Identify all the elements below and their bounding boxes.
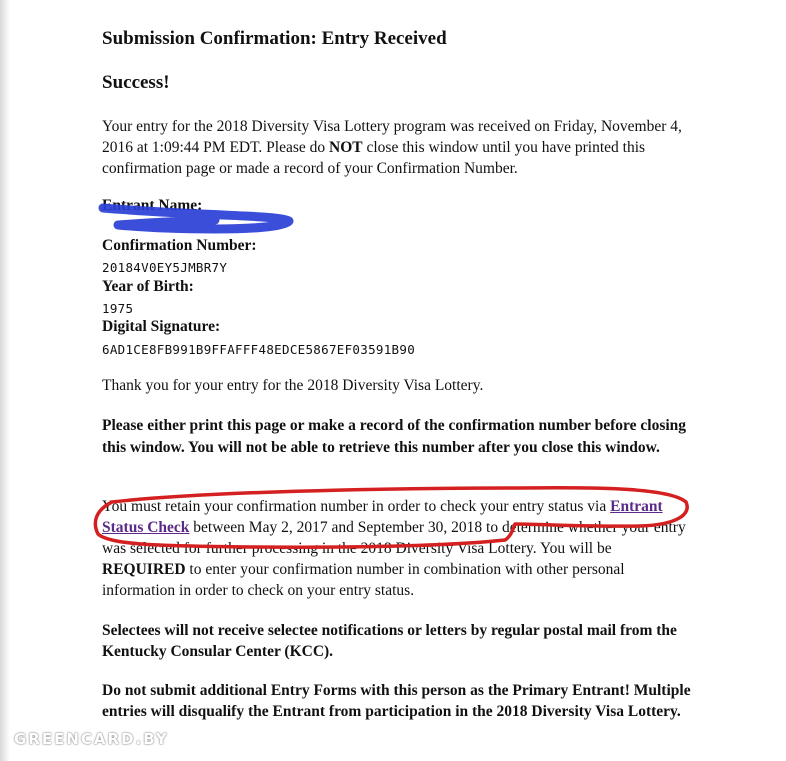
intro-paragraph <box>102 116 692 179</box>
retain-paragraph <box>102 496 692 601</box>
retain-text-3: to enter your confirmation number in combination with other personal information in order to check on your entry status. <box>102 561 625 599</box>
retain-text-1: You must retain your confirmation number in order to check your entry status via <box>102 498 611 515</box>
confirmation-number-label: Confirmation Number: <box>102 237 257 254</box>
duplicate-entries-notice: Do not submit additional Entry Forms with this person as the Primary Entrant! Multiple entries will disqualify the Entrant from participation in the 2018 Diversity Visa Lottery. <box>102 682 691 720</box>
digital-signature-value: 6AD1CE8FB991B9FFAFFF48EDCE5867EF03591B90 <box>102 342 416 357</box>
entrant-name-label: Entrant Name: <box>102 197 203 214</box>
thanks-text: Thank you for your entry for the 2018 Diversity Visa Lottery. <box>102 377 484 394</box>
confirmation-number-value: 20184V0EY5JMBR7Y <box>102 260 228 275</box>
page-title: Submission Confirmation: Entry Received <box>102 28 447 49</box>
digital-signature-label: Digital Signature: <box>102 318 221 335</box>
year-of-birth-value: 1975 <box>102 301 134 316</box>
intro-not: NOT <box>329 139 363 156</box>
intro-text-2: close this window until you have printed this confirmation page or made a record of your Confirmation Number. <box>102 139 646 177</box>
success-heading: Success! <box>102 72 170 93</box>
retain-required: REQUIRED <box>102 561 186 578</box>
print-notice: Please either print this page or make a record of the confirmation number before closing this window. You will not be able to retrieve this number after you close this window. <box>102 417 687 456</box>
entrant-status-check-link[interactable]: Entrant Status Check <box>102 498 663 536</box>
year-of-birth-label: Year of Birth: <box>102 278 194 295</box>
selectees-notice: Selectees will not receive selectee notifications or letters by regular postal mail from the Kentucky Consular Center (KCC). <box>102 622 677 660</box>
page-edge-shadow <box>0 0 10 761</box>
retain-text-2: between May 2, 2017 and September 30, 2018 to determine whether your entry was selected for further processing in the 2018 Diversity Visa Lottery. You will be <box>102 519 686 557</box>
intro-text-1: Your entry for the 2018 Diversity Visa Lottery program was received on Friday, November 4, 2016 at 1:09:44 PM EDT. Please do <box>102 118 682 156</box>
site-watermark: GREENCARD.BY <box>14 730 169 748</box>
